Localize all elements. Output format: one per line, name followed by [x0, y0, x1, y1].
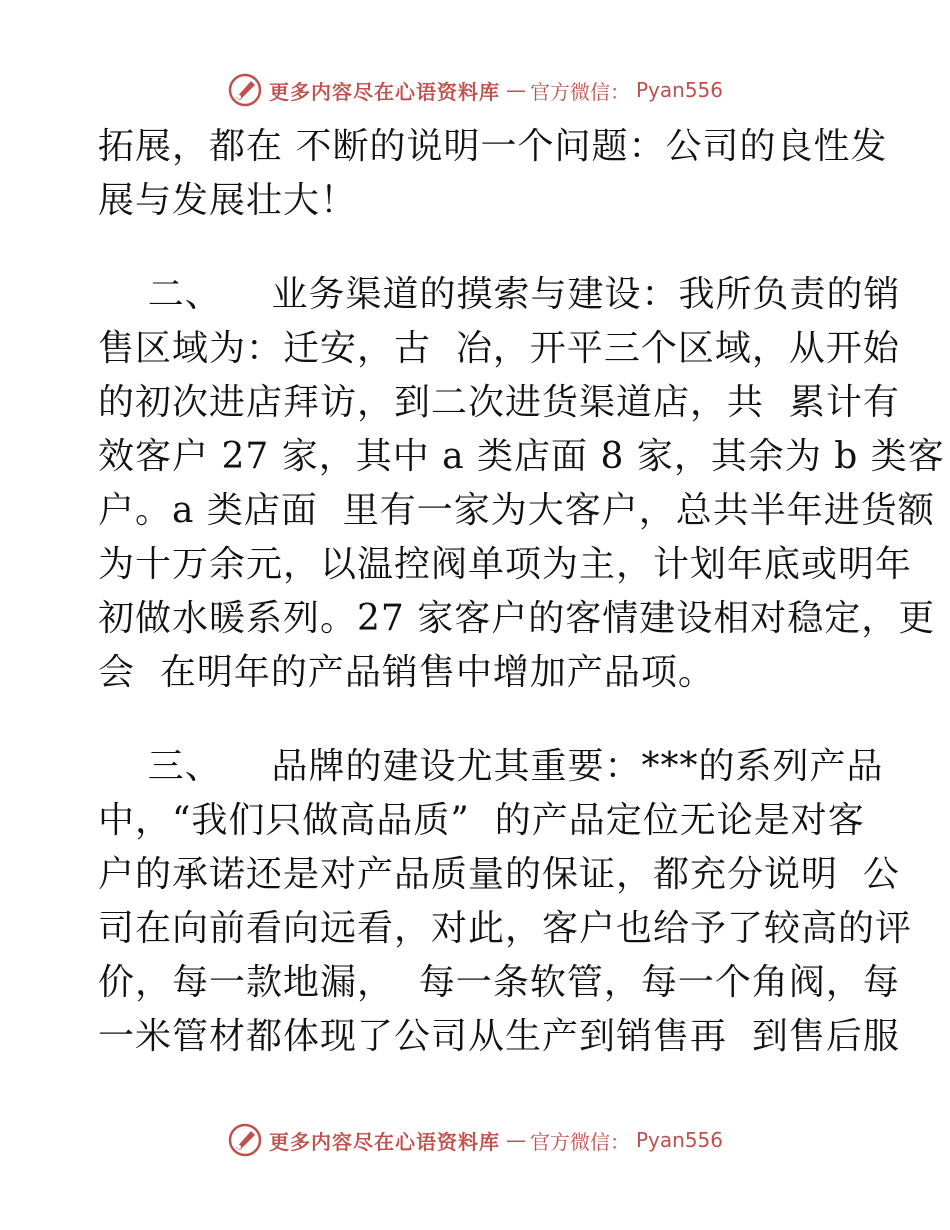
watermark-brand: 更多内容尽在心语资料库: [268, 79, 500, 104]
text-line: 一米管材都体现了公司从生产到销售再 到售后服: [98, 1016, 900, 1057]
paragraph: [98, 120, 888, 228]
header-watermark: [0, 68, 950, 112]
watermark-label: 官方微信：: [529, 79, 630, 104]
pen-seal-icon: [227, 1122, 263, 1158]
watermark-brand: 更多内容尽在心语资料库: [268, 1129, 500, 1154]
text-line: 三、 品牌的建设尤其重要：***的系列产品: [98, 746, 884, 787]
text-line: 售区域为：迁安，古 冶，开平三个区域，从开始: [98, 328, 900, 369]
watermark-wechat-id: Pyan556: [635, 1128, 723, 1152]
text-line: 的初次进店拜访，到二次进货渠道店，共 累计有: [98, 382, 900, 423]
watermark-separator: —: [505, 1128, 524, 1152]
text-line: 展与发展壮大！: [98, 180, 358, 221]
paragraph: [98, 740, 913, 1064]
text-line: 为十万余元，以温控阀单项为主，计划年底或明年: [98, 544, 913, 585]
footer-watermark: [0, 1118, 950, 1162]
text-line: 司在向前看向远看，对此，客户也给予了较高的评: [98, 908, 913, 949]
text-line: 效客户 27 家，其中 a 类店面 8 家，其余为 b 类客: [98, 436, 945, 477]
text-line: 拓展，都在 不断的说明一个问题：公司的良性发: [98, 126, 888, 167]
text-line: 初做水暖系列。27 家客户的客情建设相对稳定，更: [98, 598, 936, 639]
text-line: 二、 业务渠道的摸索与建设：我所负责的销: [98, 274, 901, 315]
text-line: 户。a 类店面 里有一家为大客户，总共半年进货额: [98, 490, 935, 531]
text-line: 价，每一款地漏， 每一条软管，每一个角阀，每: [98, 962, 900, 1003]
paragraph: [98, 268, 945, 700]
text-line: 中，“我们只做高品质” 的产品定位无论是对客: [98, 800, 865, 841]
text-line: 户的承诺还是对产品质量的保证，都充分说明 公: [98, 854, 900, 895]
pen-seal-icon: [227, 72, 263, 108]
watermark-label: 官方微信：: [529, 1129, 630, 1154]
watermark-separator: —: [505, 78, 524, 102]
watermark-wechat-id: Pyan556: [635, 78, 723, 102]
text-line: 会 在明年的产品销售中增加产品项。: [98, 652, 715, 693]
document-body: [98, 120, 945, 1064]
